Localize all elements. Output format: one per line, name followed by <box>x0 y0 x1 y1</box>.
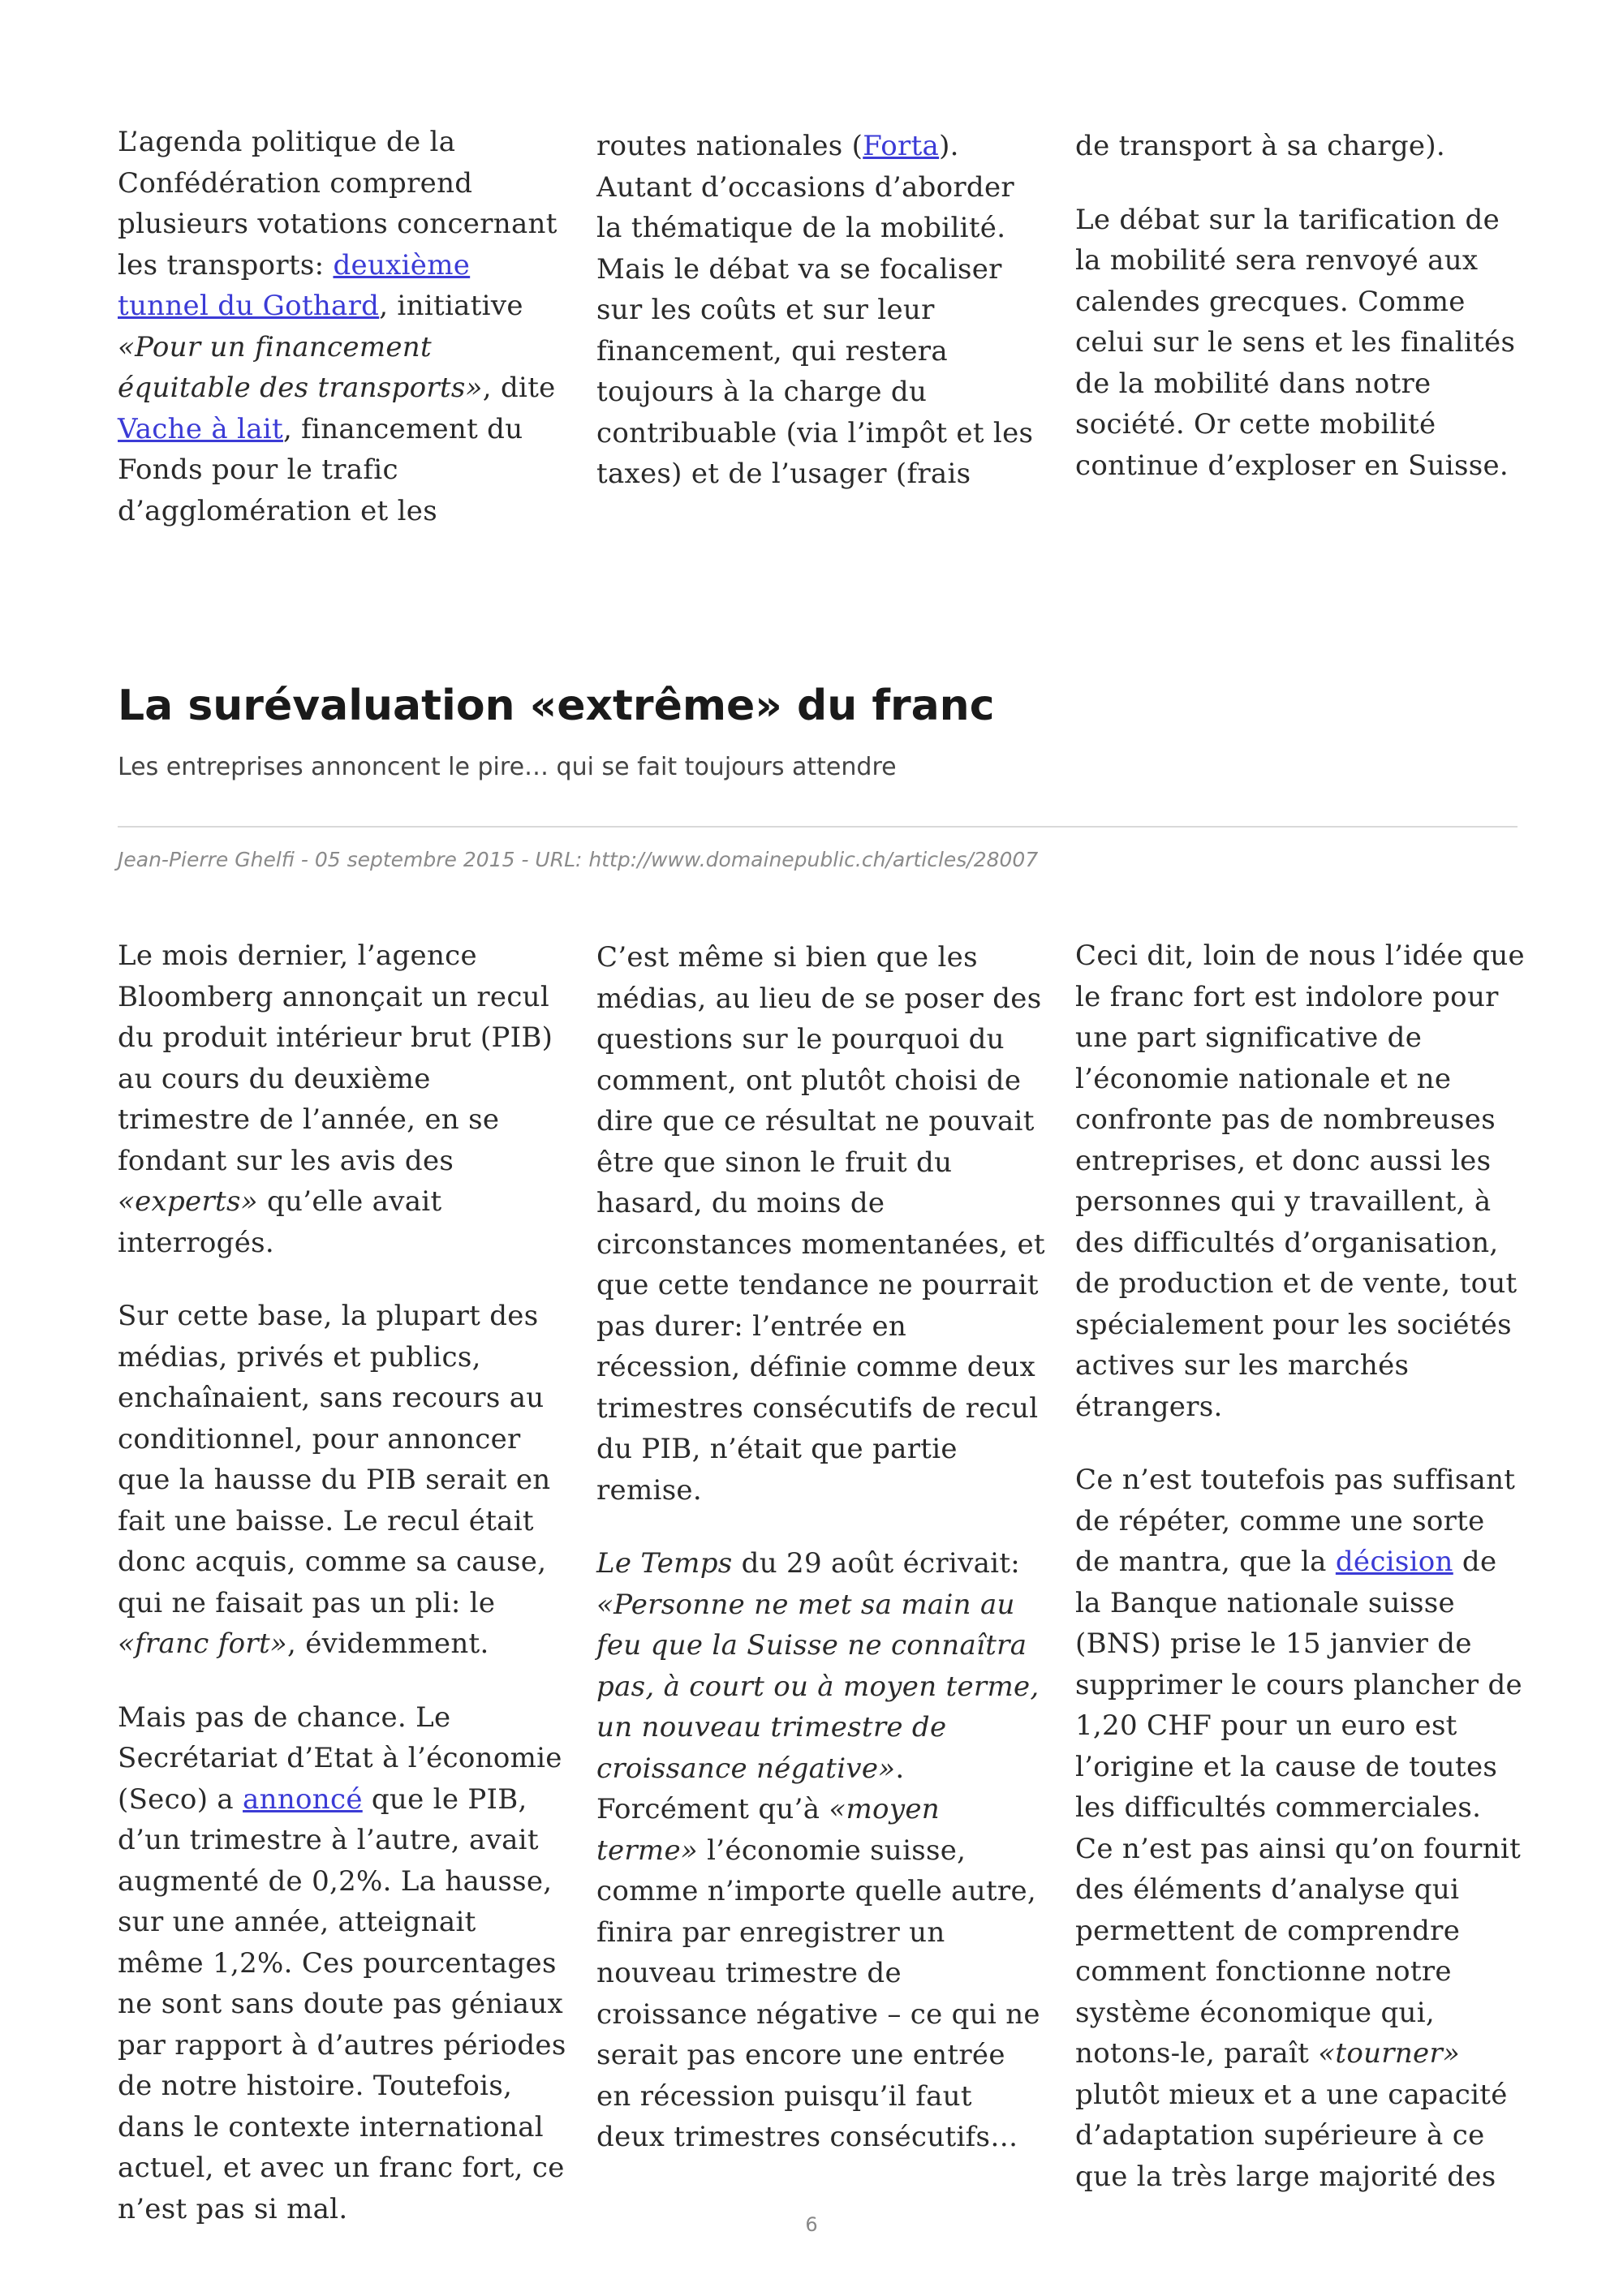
article-byline: Jean-Pierre Ghelfi - 05 septembre 2015 - URL: http://www.domainepublic.ch/articles/28007 <box>118 848 1039 871</box>
article-paragraph: Ceci dit, loin de nous l’idée que le franc fort est indolore pour une part significative de l’économie nationale et ne confronte pas de nombreuses entreprises, et donc aussi les personnes qui y travaillent, à des difficultés d’organisation, de production et de vente, tout spécialement pour les sociétés actives sur les marchés étrangers. <box>1075 939 1525 1423</box>
article-column-1 <box>118 935 568 2229</box>
article-paragraph: Le mois dernier, l’agence Bloomberg annonçait un recul du produit intérieur brut (PIB) au cours du deuxième trimestre de l’année, en se fondant sur les avis des «experts» qu’elle avait interrogés. <box>118 939 553 1259</box>
link-annonce[interactable]: annoncé <box>243 1782 363 1816</box>
prev-article-paragraph: L’agenda politique de la Confédération comprend plusieurs votations concernant les transports: deuxième tunnel du Gothard, initiative «Pour un financement équitable des transports», dite Vache à lait, financement du Fonds pour le trafic d’agglomération et les <box>118 126 558 527</box>
prev-article-paragraph: Le débat sur la tarification de la mobilité sera renvoyé aux calendes grecques. Comme celui sur le sens et les finalités de la mobilité dans notre société. Or cette mobilité continue d’exploser en Suisse. <box>1075 203 1516 482</box>
link-deuxieme-tunnel-gothard[interactable]: deuxième tunnel du Gothard <box>118 248 471 322</box>
prev-article-paragraph: de transport à sa charge). <box>1075 130 1446 162</box>
article-title: La surévaluation «extrême» du franc <box>118 681 995 730</box>
link-forta[interactable]: Forta <box>863 130 940 162</box>
prev-article-column-3 <box>1075 126 1526 486</box>
article-subtitle: Les entreprises annoncent le pire… qui se fait toujours attendre <box>118 753 897 781</box>
article-paragraph: Sur cette base, la plupart des médias, privés et publics, enchaînaient, sans recours au conditionnel, pour annoncer que la hausse du PIB serait en fait une baisse. Le recul était donc acquis, comme sa cause, qui ne faisait pas un pli: le «franc fort», évidemment. <box>118 1300 551 1660</box>
article-column-2 <box>596 937 1047 2158</box>
prev-article-column-2 <box>596 126 1047 495</box>
link-decision[interactable]: décision <box>1335 1546 1453 1578</box>
link-vache-a-lait[interactable]: Vache à lait <box>118 412 283 445</box>
page-number: 6 <box>805 2213 818 2236</box>
prev-article-paragraph: routes nationales (Forta). Autant d’occasions d’aborder la thématique de la mobilité. Mais le débat va se focaliser sur les coûts et sur leur financement, qui restera toujours à la charge du contribuable (via l’impôt et les taxes) et de l’usager (frais <box>596 130 1034 490</box>
article-paragraph: Mais pas de chance. Le Secrétariat d’Etat à l’économie (Seco) a annoncé que le PIB, d’un trimestre à l’autre, avait augmenté de 0,2%. La hausse, sur une année, atteignait même 1,2%. Ces pourcentages ne sont sans doute pas géniaux par rapport à d’autres périodes de notre histoire. Toutefois, dans le contexte international actuel, et avec un franc fort, ce n’est pas si mal. <box>118 1701 566 2225</box>
prev-article-column-1 <box>118 122 568 531</box>
article-paragraph: Le Temps du 29 août écrivait: «Personne ne met sa main au feu que la Suisse ne connaîtra pas, à court ou à moyen terme, un nouveau trimestre de croissance négative». Forcément qu’à «moyen terme» l’économie suisse, comme n’importe quelle autre, finira par enregistrer un nouveau trimestre de croissance négative – ce qui ne serait pas encore une entrée en récession puisqu’il faut deux trimestres consécutifs… <box>596 1547 1040 2153</box>
article-paragraph: C’est même si bien que les médias, au lieu de se poser des questions sur le pourquoi du comment, ont plutôt choisi de dire que ce résultat ne pouvait être que sinon le fruit du hasard, du moins de circonstances momentanées, et que cette tendance ne pourrait pas durer: l’entrée en récession, définie comme deux trimestres consécutifs de recul du PIB, n’était que partie remise. <box>596 941 1045 1507</box>
article-paragraph: Ce n’est toutefois pas suffisant de répéter, comme une sorte de mantra, que la décision de la Banque nationale suisse (BNS) prise le 15 janvier de supprimer le cours plancher de 1,20 CHF pour un euro est l’origine et la cause de toutes les difficultés commerciales. Ce n’est pas ainsi qu’on fournit des éléments d’analyse qui permettent de comprendre comment fonctionne notre système économique qui, notons-le, paraît «tourner» plutôt mieux et a une capacité d’adaptation supérieure à ce que la très large majorité des <box>1075 1464 1522 2193</box>
header-divider <box>118 826 1518 828</box>
article-column-3 <box>1075 935 1526 2197</box>
